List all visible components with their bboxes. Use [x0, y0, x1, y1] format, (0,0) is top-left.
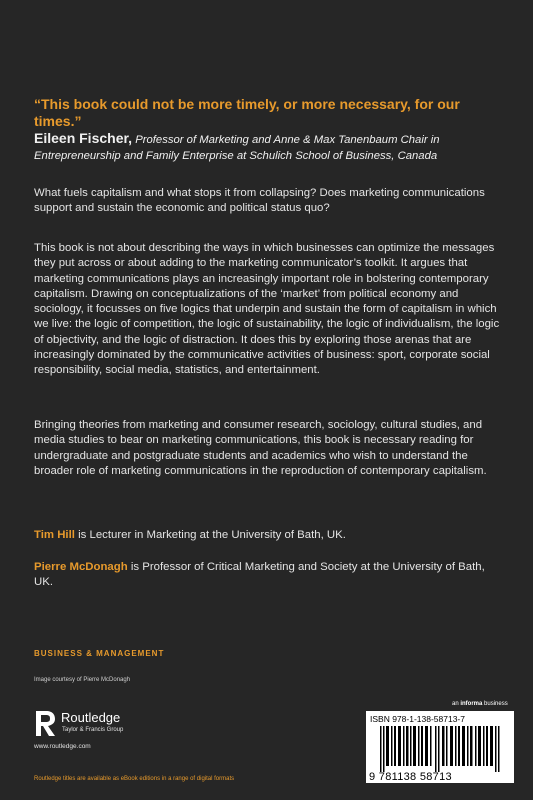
- author-bio-1: [34, 528, 506, 543]
- blurb-paragraph-3: Bringing theories from marketing and consumer research, sociology, cultural studies, and media studies to bear on marketing communications, this book is necessary reading for undergraduate and postgraduate students and academics who wish to understand the broader role of marketing communications in the reproduction of contemporary capitalism.: [34, 419, 487, 477]
- endorser-role: Professor of Marketing and Anne & Max Tanenbaum Chair in Entrepreneurship and Family Enterprise at Schulich School of Business, Canada: [34, 134, 440, 162]
- author-bio-2: [34, 560, 506, 591]
- isbn-number: ISBN 978-1-138-58713-7: [370, 714, 465, 724]
- endorser-name: Eileen Fischer,: [34, 130, 133, 146]
- publisher-group: Taylor & Francis Group: [62, 727, 124, 733]
- isbn-barcode: [366, 711, 514, 783]
- author-name: Tim Hill: [34, 529, 75, 541]
- ebook-note: Routledge titles are available as eBook editions in a range of digital formats: [34, 776, 235, 782]
- publisher-logo: [34, 707, 164, 747]
- informa-tagline: [452, 701, 508, 707]
- routledge-r-icon: [34, 709, 56, 737]
- endorsement-quote: “This book could not be more timely, or more necessary, for our times.”: [34, 96, 460, 129]
- subject-category: BUSINESS & MANAGEMENT: [34, 649, 165, 658]
- endorsement-attribution: [34, 130, 504, 164]
- informa-name: informa: [460, 701, 483, 707]
- informa-prefix: an: [452, 701, 461, 707]
- image-credit: Image courtesy of Pierre McDonagh: [34, 677, 131, 683]
- barcode-bars: [380, 726, 502, 772]
- author-name: Pierre McDonagh: [34, 561, 128, 573]
- blurb-paragraph-1: What fuels capitalism and what stops it from collapsing? Does marketing communications support and sustain the economic and political status quo?: [34, 187, 485, 215]
- blurb-paragraph-2: This book is not about describing the ways in which businesses can optimize the messages they put across or about adding to the marketing communicator’s toolkit. It argues that marketing communications plays an increasingly important role in bolstering contemporary capitalism. Drawing on conceptualizations of the ‘market’ from political economy and sociology, it focusses on five logics that underpin and sustain the form of capitalism in which we live: the logic of competition, the logic of sustainability, the logic of individualism, the logic of objectivity, and the logic of distraction. It does this by exploring those arenas that are increasingly dominated by the communicative activities of business: sport, corporate social responsibility, social media, statistics, and entertainment.: [34, 242, 500, 377]
- author-bio-text: is Professor of Critical Marketing and Society at the University of Bath, UK.: [34, 561, 485, 589]
- barcode-digits: 9 781138 58713: [369, 771, 452, 783]
- publisher-url: www.routledge.com: [34, 743, 91, 750]
- publisher-name: Routledge: [61, 710, 121, 725]
- informa-suffix: business: [482, 701, 508, 707]
- author-bio-text: is Lecturer in Marketing at the University of Bath, UK.: [74, 529, 346, 541]
